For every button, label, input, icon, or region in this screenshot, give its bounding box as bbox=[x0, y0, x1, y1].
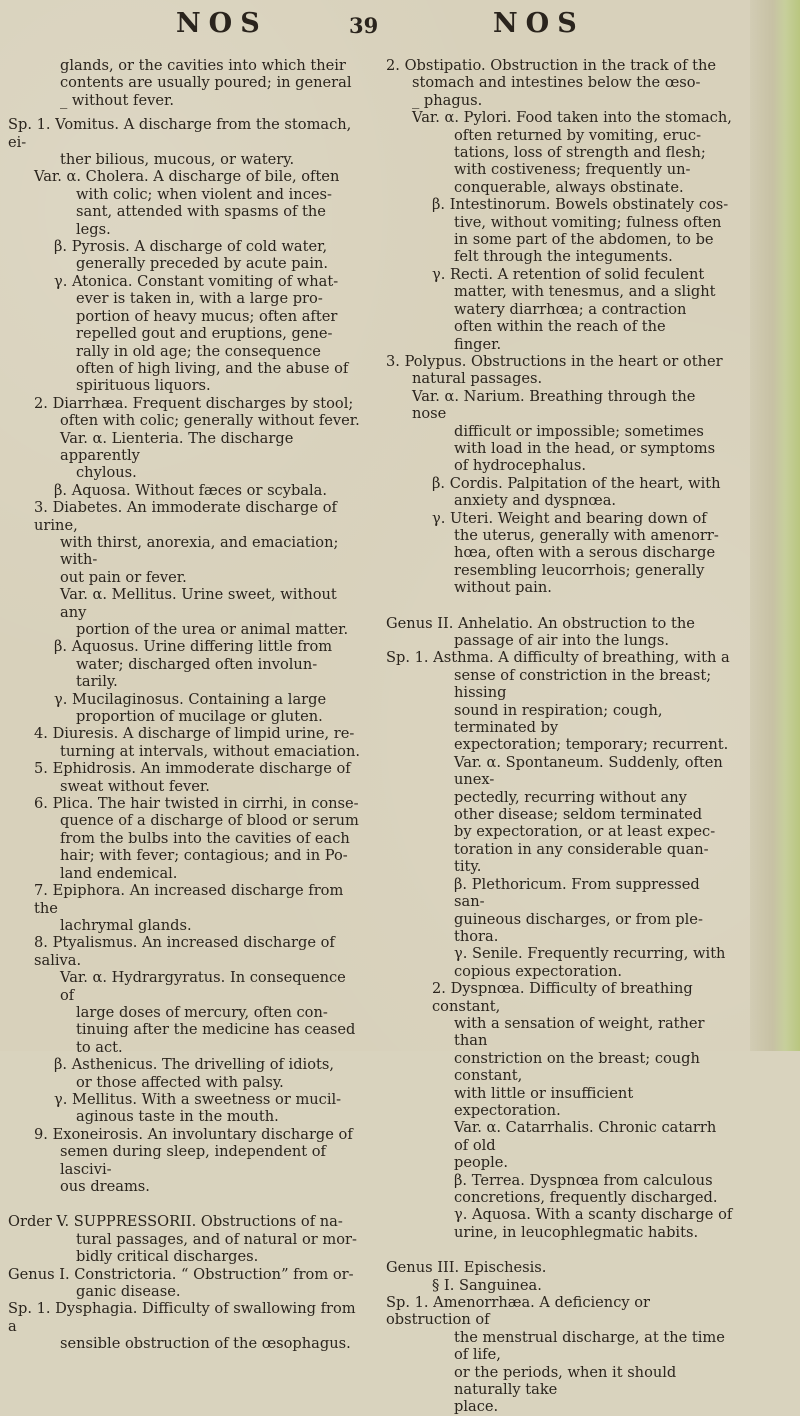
text-line: with colic; when violent and inces- bbox=[76, 185, 332, 203]
text-line: felt through the integuments. bbox=[454, 248, 673, 266]
text-line: often of high living, and the abuse of bbox=[76, 359, 349, 377]
text-line: natural passages. bbox=[412, 370, 543, 388]
text-line: Genus III. Epischesis. bbox=[386, 1259, 547, 1277]
text-line: without pain. bbox=[454, 579, 552, 597]
text-line: tural passages, and of natural or mor- bbox=[76, 1230, 357, 1248]
text-line: 2. Obstipatio. Obstruction in the track of the bbox=[386, 57, 717, 74]
text-line: stomach and intestines below the œso- bbox=[412, 74, 701, 92]
text-line: generally preceded by acute pain. bbox=[76, 255, 329, 273]
text-line: portion of heavy mucus; often after bbox=[76, 307, 338, 325]
text-line: Genus II. Anhelatio. An obstruction to the bbox=[386, 614, 695, 632]
running-head-right: NOS bbox=[493, 8, 585, 39]
text-line: anxiety and dyspnœa. bbox=[454, 492, 617, 510]
text-line: often returned by vomiting, eruc- bbox=[454, 126, 702, 144]
text-line: β. Aquosus. Urine differing little from bbox=[54, 638, 333, 656]
text-line: the uterus, generally with amenorr- bbox=[454, 526, 719, 544]
text-line: Var. α. Spontaneum. Suddenly, often unex- bbox=[454, 753, 723, 789]
text-line: Var. α. Lienteria. The discharge apparently bbox=[60, 429, 294, 464]
text-line: or the periods, when it should naturally take bbox=[454, 1363, 677, 1399]
text-line: γ. Mucilaginosus. Containing a large bbox=[54, 690, 327, 708]
text-line: with load in the head, or symptoms bbox=[454, 439, 716, 457]
text-line: sound in respiration; cough, terminated by bbox=[454, 701, 663, 737]
text-line: from the bulbs into the cavities of each bbox=[60, 829, 350, 847]
text-line: proportion of mucilage or gluten. bbox=[76, 708, 323, 726]
text-line: β. Cordis. Palpitation of the heart, with bbox=[432, 474, 721, 492]
text-line: the menstrual discharge, at the time of life, bbox=[454, 1328, 725, 1364]
text-line: glands, or the cavities into which their bbox=[60, 57, 346, 74]
text-line: concretions, frequently discharged. bbox=[454, 1189, 718, 1206]
text-line: place. bbox=[454, 1398, 499, 1416]
text-line: contents are usually poured; in general bbox=[60, 74, 352, 92]
text-line: with thirst, anorexia, and emaciation; with- bbox=[60, 533, 339, 569]
text-line: hœa, often with a serous discharge bbox=[454, 544, 716, 562]
text-line: urine, in leucophlegmatic habits. bbox=[454, 1223, 699, 1241]
text-line: 3. Diabetes. An immoderate discharge of urine, bbox=[34, 499, 337, 534]
text-line: aginous taste in the mouth. bbox=[76, 1108, 279, 1126]
text-line: finger. bbox=[454, 335, 502, 353]
text-line: out pain or fever. bbox=[60, 568, 187, 586]
text-line: turning at intervals, without emaciation. bbox=[60, 742, 360, 760]
text-line: bidly critical discharges. bbox=[76, 1248, 259, 1266]
text-line: hair; with fever; contagious; and in Po- bbox=[60, 847, 348, 865]
right-column bbox=[386, 57, 734, 1416]
text-line: 2. Dyspnœa. Difficulty of breathing constant, bbox=[432, 980, 693, 1015]
text-line: β. Plethoricum. From suppressed san- bbox=[454, 875, 700, 911]
text-line: chylous. bbox=[76, 464, 137, 482]
text-line: Var. α. Catarrhalis. Chronic catarrh of old bbox=[454, 1119, 717, 1154]
text-line: _ without fever. bbox=[60, 91, 174, 109]
text-line: β. Intestinorum. Bowels obstinately cos- bbox=[432, 196, 729, 214]
text-line: sant, attended with spasms of the bbox=[76, 203, 326, 221]
text-line: Var. α. Cholera. A discharge of bile, often bbox=[34, 168, 340, 186]
text-line: guineous discharges, or from ple- bbox=[454, 910, 703, 928]
text-line: γ. Recti. A retention of solid feculent bbox=[432, 265, 705, 283]
page-edge bbox=[750, 0, 800, 1051]
text-line: of hydrocephalus. bbox=[454, 457, 587, 475]
text-line: _ phagus. bbox=[412, 91, 483, 109]
text-line: sense of constriction in the breast; hissing bbox=[454, 666, 712, 702]
text-line: water; discharged often involun- bbox=[76, 655, 318, 673]
text-line: β. Terrea. Dyspnœa from calculous bbox=[454, 1171, 713, 1189]
text-line: sweat without fever. bbox=[60, 777, 210, 795]
text-line: portion of the urea or animal matter. bbox=[76, 621, 349, 638]
text-line: with costiveness; frequently un- bbox=[454, 161, 691, 179]
text-line: in some part of the abdomen, to be bbox=[454, 231, 714, 249]
left-column bbox=[8, 57, 360, 1353]
text-line: ganic disease. bbox=[76, 1283, 181, 1301]
text-line: people. bbox=[454, 1154, 509, 1172]
text-line: Var. α. Pylori. Food taken into the stomach, bbox=[412, 109, 732, 127]
text-line: ther bilious, mucous, or watery. bbox=[60, 151, 295, 169]
text-line: Sp. 1. Vomitus. A discharge from the stomach, ei- bbox=[8, 116, 352, 151]
text-line: 4. Diuresis. A discharge of limpid urine, re- bbox=[34, 725, 355, 743]
text-line: tive, without vomiting; fulness often bbox=[454, 213, 722, 231]
spacer bbox=[8, 1195, 360, 1213]
text-line: γ. Atonica. Constant vomiting of what- bbox=[54, 272, 339, 290]
text-line: rally in old age; the consequence bbox=[76, 342, 321, 360]
text-line: § I. Sanguinea. bbox=[432, 1276, 542, 1294]
text-line: or those affected with palsy. bbox=[76, 1073, 284, 1091]
text-line: lachrymal glands. bbox=[60, 916, 192, 934]
text-line: γ. Senile. Frequently recurring, with bbox=[454, 945, 726, 963]
spacer bbox=[8, 109, 360, 116]
spacer bbox=[386, 1241, 734, 1259]
text-line: ous dreams. bbox=[60, 1178, 150, 1195]
text-line: with little or insufficient expectoration. bbox=[454, 1084, 634, 1119]
text-line: Var. α. Hydrargyratus. In consequence of bbox=[60, 969, 346, 1004]
text-line: thora. bbox=[454, 927, 499, 945]
text-line: γ. Mellitus. With a sweetness or mucil- bbox=[54, 1090, 342, 1108]
text-line: tations, loss of strength and flesh; bbox=[454, 144, 706, 162]
text-line: to act. bbox=[76, 1038, 123, 1056]
text-line: tity. bbox=[454, 858, 482, 876]
text-line: difficult or impossible; sometimes bbox=[454, 422, 704, 440]
text-line: expectoration; temporary; recurrent. bbox=[454, 736, 729, 754]
text-line: Sp. 1. Asthma. A difficulty of breathing, with a bbox=[386, 649, 730, 667]
text-line: β. Asthenicus. The drivelling of idiots, bbox=[54, 1056, 334, 1074]
text-line: Genus I. Constrictoria. “ Obstruction” from or- bbox=[8, 1265, 354, 1283]
text-line: constriction on the breast; cough constant, bbox=[454, 1049, 700, 1085]
text-line: tarily. bbox=[76, 673, 118, 691]
text-line: Var. α. Narium. Breathing through the nose bbox=[412, 387, 696, 423]
text-line: large doses of mercury, often con- bbox=[76, 1003, 328, 1021]
text-line: land endemical. bbox=[60, 864, 178, 882]
text-line: watery diarrhœa; a contraction bbox=[454, 300, 687, 318]
text-line: β. Aquosa. Without fæces or scybala. bbox=[54, 481, 328, 499]
text-line: by expectoration, or at least expec- bbox=[454, 823, 716, 841]
text-line: toration in any considerable quan- bbox=[454, 840, 709, 858]
page-number: 39 bbox=[349, 13, 379, 38]
text-line: other disease; seldom terminated bbox=[454, 806, 703, 824]
text-line: quence of a discharge of blood or serum bbox=[60, 812, 359, 830]
text-line: 5. Ephidrosis. An immoderate discharge of bbox=[34, 760, 351, 778]
text-line: conquerable, always obstinate. bbox=[454, 178, 684, 196]
text-line: with a sensation of weight, rather than bbox=[454, 1014, 705, 1050]
text-line: γ. Aquosa. With a scanty discharge of bbox=[454, 1206, 733, 1224]
text-line: 3. Polypus. Obstructions in the heart or other bbox=[386, 352, 723, 370]
text-line: copious expectoration. bbox=[454, 962, 622, 980]
text-line: sensible obstruction of the œsophagus. bbox=[60, 1335, 351, 1353]
text-line: tinuing after the medicine has ceased bbox=[76, 1021, 356, 1039]
text-line: β. Pyrosis. A discharge of cold water, bbox=[54, 238, 328, 256]
text-line: repelled gout and eruptions, gene- bbox=[76, 325, 333, 343]
running-head-left: NOS bbox=[176, 8, 268, 39]
text-line: 6. Plica. The hair twisted in cirrhi, in conse- bbox=[34, 795, 359, 813]
text-line: ever is taken in, with a large pro- bbox=[76, 290, 323, 308]
spacer bbox=[386, 597, 734, 615]
text-line: passage of air into the lungs. bbox=[454, 632, 669, 649]
text-line: 2. Diarrhæa. Frequent discharges by stool; bbox=[34, 394, 354, 412]
text-line: legs. bbox=[76, 220, 111, 238]
text-line: 7. Epiphora. An increased discharge from the bbox=[34, 882, 344, 917]
text-line: Order V. SUPPRESSORII. Obstructions of na- bbox=[8, 1213, 343, 1231]
text-line: 9. Exoneirosis. An involuntary discharge of bbox=[34, 1125, 353, 1143]
text-line: spirituous liquors. bbox=[76, 377, 211, 395]
text-line: often with colic; generally without fever. bbox=[60, 412, 360, 430]
text-line: often within the reach of the bbox=[454, 318, 666, 336]
text-line: semen during sleep, independent of lascivi- bbox=[60, 1143, 326, 1178]
text-line: resembling leucorrhois; generally bbox=[454, 561, 705, 579]
text-line: Var. α. Mellitus. Urine sweet, without any bbox=[60, 586, 337, 621]
text-line: Sp. 1. Amenorrhæa. A deficiency or obstruction of bbox=[386, 1294, 651, 1329]
text-line: matter, with tenesmus, and a slight bbox=[454, 283, 716, 301]
text-line: 8. Ptyalismus. An increased discharge of saliva. bbox=[34, 934, 335, 969]
text-line: Sp. 1. Dysphagia. Difficulty of swallowing from a bbox=[8, 1300, 356, 1335]
text-line: pectedly, recurring without any bbox=[454, 788, 687, 806]
text-line: γ. Uteri. Weight and bearing down of bbox=[432, 509, 707, 527]
